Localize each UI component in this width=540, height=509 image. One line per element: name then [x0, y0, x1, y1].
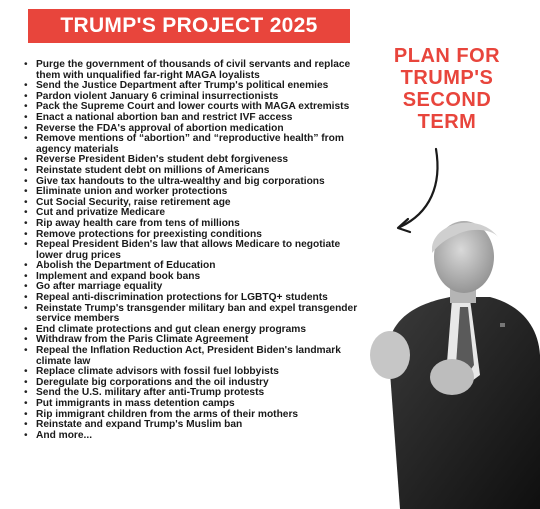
list-item: • Cut Social Security, raise retirement age — [24, 198, 369, 209]
list-item: • Reinstate Trump's transgender military ban and expel transgender service members — [24, 304, 369, 325]
page-title: TRUMP'S PROJECT 2025 — [28, 9, 350, 43]
list-item: • Rip immigrant children from the arms of their mothers — [24, 410, 369, 421]
list-item: • Reverse the FDA's approval of abortion medication — [24, 124, 369, 135]
list-item: • And more... — [24, 431, 369, 442]
list-item: • Implement and expand book bans — [24, 272, 369, 283]
list-item: • Remove mentions of “abortion” and “reproductive health” from agency materials — [24, 134, 369, 155]
list-item: • Purge the government of thousands of civil servants and replace them with unqualified far-right MAGA loyalists — [24, 60, 369, 81]
list-item: • Rip away health care from tens of millions — [24, 219, 369, 230]
list-item: • Eliminate union and worker protections — [24, 187, 369, 198]
side-caption-line: PLAN FOR — [393, 45, 501, 67]
list-item: • Repeal President Biden's law that allows Medicare to negotiate lower drug prices — [24, 240, 369, 261]
list-item: • Reinstate student debt on millions of Americans — [24, 166, 369, 177]
list-item: • Send the Justice Department after Trump's political enemies — [24, 81, 369, 92]
list-item: • Pack the Supreme Court and lower courts with MAGA extremists — [24, 102, 369, 113]
list-item: • Put immigrants in mass detention camps — [24, 399, 369, 410]
list-item: • Reverse President Biden's student debt forgiveness — [24, 155, 369, 166]
list-item: • Go after marriage equality — [24, 282, 369, 293]
list-item: • Cut and privatize Medicare — [24, 208, 369, 219]
list-item: • Pardon violent January 6 criminal insurrectionists — [24, 92, 369, 103]
policy-list — [24, 60, 369, 441]
side-caption — [372, 45, 522, 133]
side-caption-line: TRUMP'S — [400, 67, 494, 89]
list-item: • Remove protections for preexisting conditions — [24, 230, 369, 241]
side-caption-line: SECOND — [402, 89, 492, 111]
list-item: • Reinstate and expand Trump's Muslim ban — [24, 420, 369, 431]
list-item: • Enact a national abortion ban and restrict IVF access — [24, 113, 369, 124]
side-caption-line: TERM — [417, 111, 477, 133]
list-item: • Deregulate big corporations and the oil industry — [24, 378, 369, 389]
list-item: • Abolish the Department of Education — [24, 261, 369, 272]
list-item: • End climate protections and gut clean energy programs — [24, 325, 369, 336]
list-item: • Repeal anti-discrimination protections for LGBTQ+ students — [24, 293, 369, 304]
list-item: • Send the U.S. military after anti-Trump protests — [24, 388, 369, 399]
list-item: • Give tax handouts to the ultra-wealthy and big corporations — [24, 177, 369, 188]
portrait-photo — [360, 215, 540, 509]
list-item: • Replace climate advisors with fossil fuel lobbyists — [24, 367, 369, 378]
list-item: • Withdraw from the Paris Climate Agreement — [24, 335, 369, 346]
list-item: • Repeal the Inflation Reduction Act, President Biden's landmark climate law — [24, 346, 369, 367]
